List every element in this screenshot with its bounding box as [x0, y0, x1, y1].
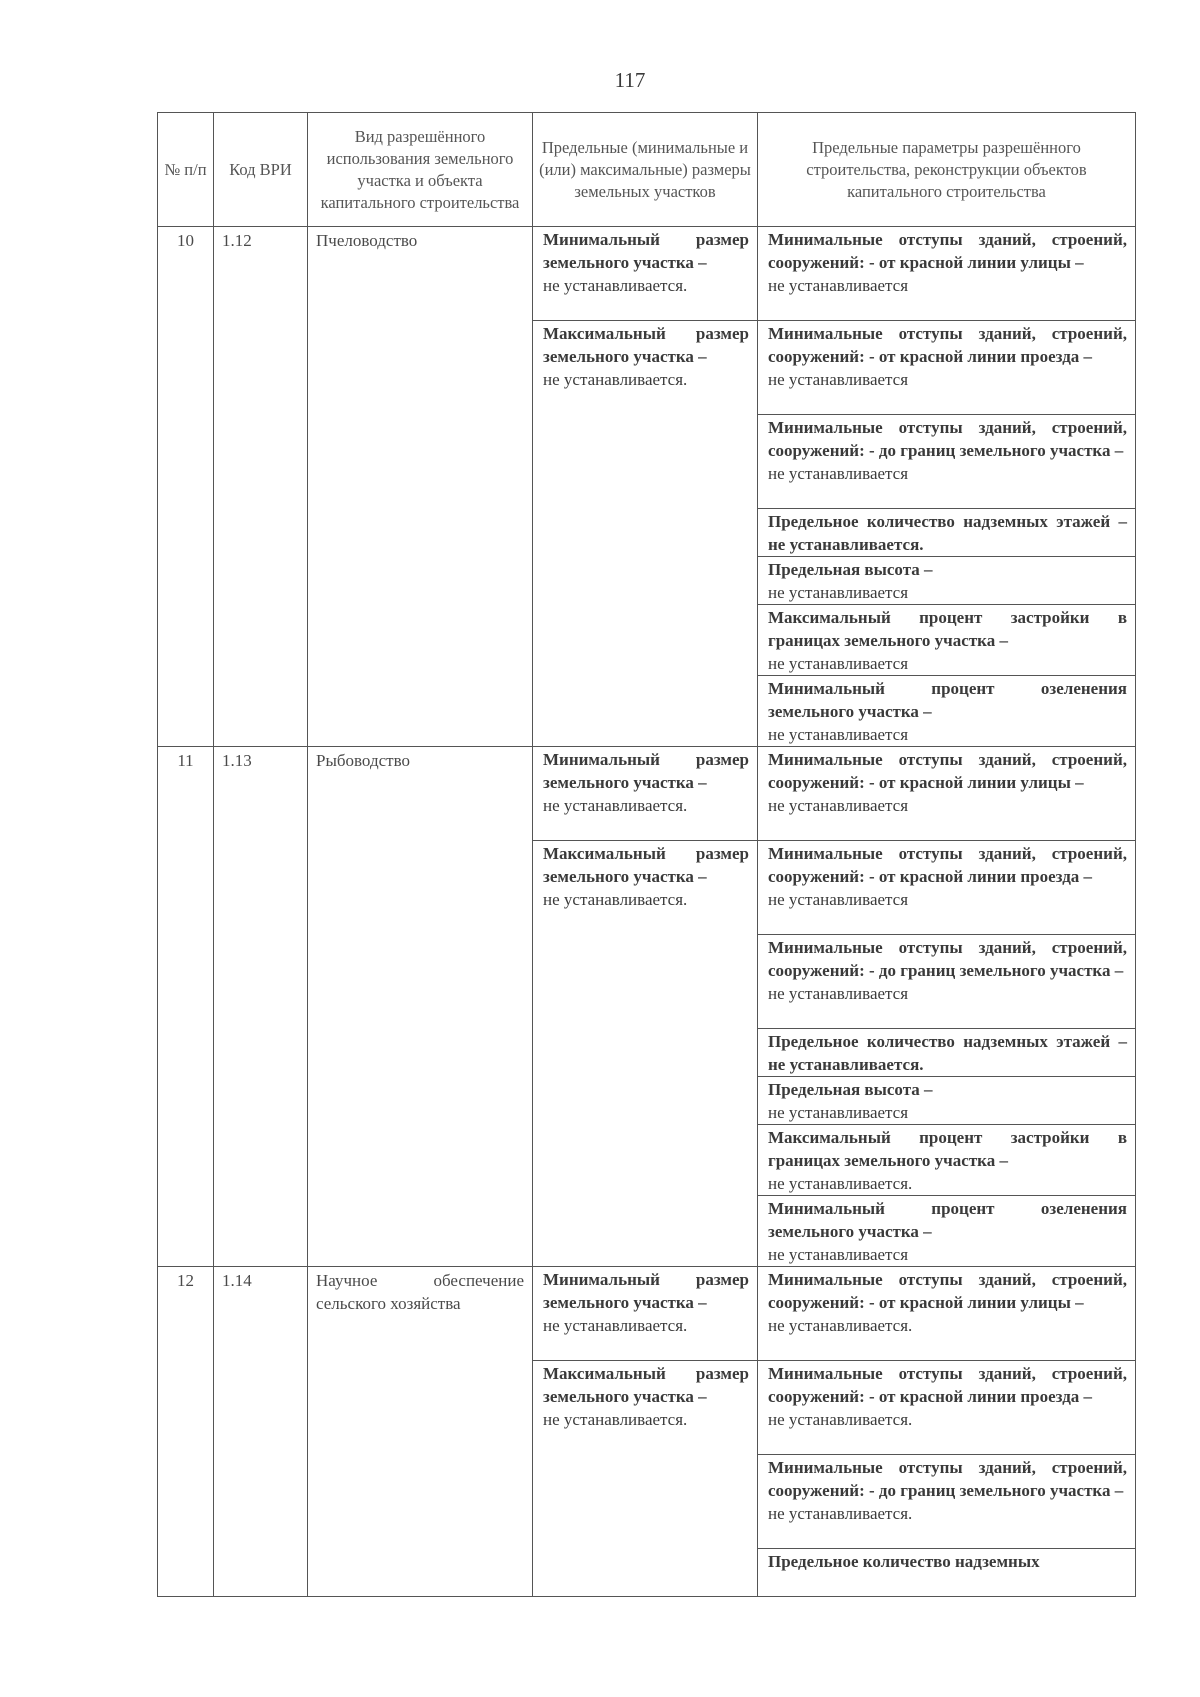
- plot-size-value: не устанавливается.: [543, 276, 688, 295]
- build-param-sublabel: - от красной линии улицы –: [869, 1293, 1084, 1312]
- table-row: [158, 227, 1136, 747]
- build-param-label: Предельная высота –: [768, 560, 933, 579]
- build-param-value: не устанавливается: [768, 583, 909, 602]
- build-param-sublabel: - до границ земельного участка –: [869, 441, 1124, 460]
- plot-size-label: Максимальный размер земельного участка –: [543, 1364, 749, 1406]
- row-plot-sizes: [533, 227, 758, 747]
- plot-size-value: не устанавливается.: [543, 1410, 688, 1429]
- plot-size-entry: [533, 227, 757, 321]
- build-param-label: Минимальные отступы зданий, строений, сооружений:: [768, 324, 1127, 366]
- table-header-row: [158, 113, 1136, 227]
- build-param-entry: [758, 747, 1135, 841]
- build-param-entry: [758, 1077, 1135, 1125]
- build-param-entry: [758, 1029, 1135, 1077]
- plot-size-label: Минимальный размер земельного участка –: [543, 1270, 749, 1312]
- build-param-label: Минимальные отступы зданий, строений, сооружений:: [768, 844, 1127, 886]
- build-param-value: не устанавливается: [768, 796, 909, 815]
- build-param-entry: [758, 1125, 1135, 1196]
- plot-size-label: Минимальный размер земельного участка –: [543, 230, 749, 272]
- build-param-entry: [758, 676, 1135, 746]
- build-param-label: Максимальный процент застройки в границах земельного участка –: [768, 608, 1127, 650]
- page-number: 117: [614, 68, 646, 92]
- build-param-label: Минимальные отступы зданий, строений, сооружений:: [768, 938, 1127, 980]
- row-plot-sizes: [533, 747, 758, 1267]
- build-param-label: Предельное количество надземных: [768, 1552, 1040, 1571]
- plot-size-entry: [533, 1267, 757, 1361]
- row-use-type: Пчеловодство: [308, 227, 533, 747]
- plot-size-value: не устанавливается.: [543, 796, 688, 815]
- row-use-type: Научное обеспечение сельского хозяйства: [308, 1267, 533, 1597]
- row-build-params: [758, 747, 1136, 1267]
- build-param-value: не устанавливается.: [768, 1410, 913, 1429]
- build-param-sublabel: - от красной линии проезда –: [869, 347, 1093, 366]
- header-plot-sizes: Предельные (минимальные и (или) максимальные) размеры земельных участков: [533, 113, 758, 227]
- build-param-value: не устанавливается: [768, 725, 909, 744]
- build-param-entry: [758, 1267, 1135, 1361]
- build-param-value: не устанавливается: [768, 464, 909, 483]
- build-param-label: Минимальные отступы зданий, строений, сооружений:: [768, 1364, 1127, 1406]
- land-use-table: [157, 112, 1136, 1597]
- build-param-label: Минимальный процент озеленения земельного участка –: [768, 1199, 1127, 1241]
- row-code: 1.13: [214, 747, 308, 1267]
- build-param-entry: [758, 1361, 1135, 1455]
- row-plot-sizes: [533, 1267, 758, 1597]
- plot-size-entry: [533, 841, 757, 935]
- build-param-value: не устанавливается: [768, 654, 909, 673]
- build-param-sublabel: - до границ земельного участка –: [869, 1481, 1124, 1500]
- build-param-entry: [758, 605, 1135, 676]
- build-param-label: Предельная высота –: [768, 1080, 933, 1099]
- build-param-entry: [758, 557, 1135, 605]
- build-param-sublabel: - до границ земельного участка –: [869, 961, 1124, 980]
- build-param-entry: [758, 1549, 1135, 1596]
- build-param-entry: [758, 321, 1135, 415]
- plot-size-value: не устанавливается.: [543, 1316, 688, 1335]
- build-param-value: не устанавливается.: [768, 1504, 913, 1523]
- build-param-entry: [758, 227, 1135, 321]
- build-param-label: Минимальные отступы зданий, строений, сооружений:: [768, 418, 1127, 460]
- row-number: 12: [158, 1267, 214, 1597]
- build-param-sublabel: - от красной линии улицы –: [869, 253, 1084, 272]
- build-param-value: не устанавливается: [768, 1245, 909, 1264]
- plot-size-value: не устанавливается.: [543, 890, 688, 909]
- table-row: [158, 747, 1136, 1267]
- build-param-entry: [758, 415, 1135, 509]
- table-body: [158, 227, 1136, 1597]
- build-param-entry: [758, 509, 1135, 557]
- build-param-sublabel: - от красной линии проезда –: [869, 867, 1093, 886]
- build-param-label: Минимальные отступы зданий, строений, сооружений:: [768, 230, 1127, 272]
- build-param-entry: [758, 841, 1135, 935]
- build-param-label: Предельное количество надземных этажей – не устанавливается.: [768, 512, 1127, 554]
- header-number: № п/п: [158, 113, 214, 227]
- header-use-type: Вид разрешённого использования земельного участка и объекта капитального строительства: [308, 113, 533, 227]
- row-code: 1.12: [214, 227, 308, 747]
- build-param-label: Минимальные отступы зданий, строений, сооружений:: [768, 1270, 1127, 1312]
- table-row: [158, 1267, 1136, 1597]
- build-param-value: не устанавливается: [768, 984, 909, 1003]
- build-param-value: не устанавливается.: [768, 1316, 913, 1335]
- build-param-label: Максимальный процент застройки в границах земельного участка –: [768, 1128, 1127, 1170]
- build-param-sublabel: - от красной линии улицы –: [869, 773, 1084, 792]
- row-build-params: [758, 227, 1136, 747]
- plot-size-label: Минимальный размер земельного участка –: [543, 750, 749, 792]
- build-param-value: не устанавливается.: [768, 1174, 913, 1193]
- row-number: 11: [158, 747, 214, 1267]
- build-param-label: Минимальные отступы зданий, строений, сооружений:: [768, 750, 1127, 792]
- build-param-label: Минимальные отступы зданий, строений, сооружений:: [768, 1458, 1127, 1500]
- build-param-sublabel: - от красной линии проезда –: [869, 1387, 1093, 1406]
- build-param-value: не устанавливается: [768, 370, 909, 389]
- plot-size-entry: [533, 321, 757, 415]
- build-param-entry: [758, 1196, 1135, 1266]
- row-code: 1.14: [214, 1267, 308, 1597]
- build-param-value: не устанавливается: [768, 276, 909, 295]
- build-param-label: Предельное количество надземных этажей – не устанавливается.: [768, 1032, 1127, 1074]
- build-param-entry: [758, 935, 1135, 1029]
- header-build-params: Предельные параметры разрешённого строительства, реконструкции объектов капитального строительства: [758, 113, 1136, 227]
- row-number: 10: [158, 227, 214, 747]
- plot-size-label: Максимальный размер земельного участка –: [543, 324, 749, 366]
- build-param-label: Минимальный процент озеленения земельного участка –: [768, 679, 1127, 721]
- plot-size-entry: [533, 747, 757, 841]
- plot-size-label: Максимальный размер земельного участка –: [543, 844, 749, 886]
- header-code: Код ВРИ: [214, 113, 308, 227]
- plot-size-entry: [533, 1361, 757, 1455]
- row-use-type: Рыбоводство: [308, 747, 533, 1267]
- build-param-value: не устанавливается: [768, 1103, 909, 1122]
- build-param-entry: [758, 1455, 1135, 1549]
- build-param-value: не устанавливается: [768, 890, 909, 909]
- plot-size-value: не устанавливается.: [543, 370, 688, 389]
- row-build-params: [758, 1267, 1136, 1597]
